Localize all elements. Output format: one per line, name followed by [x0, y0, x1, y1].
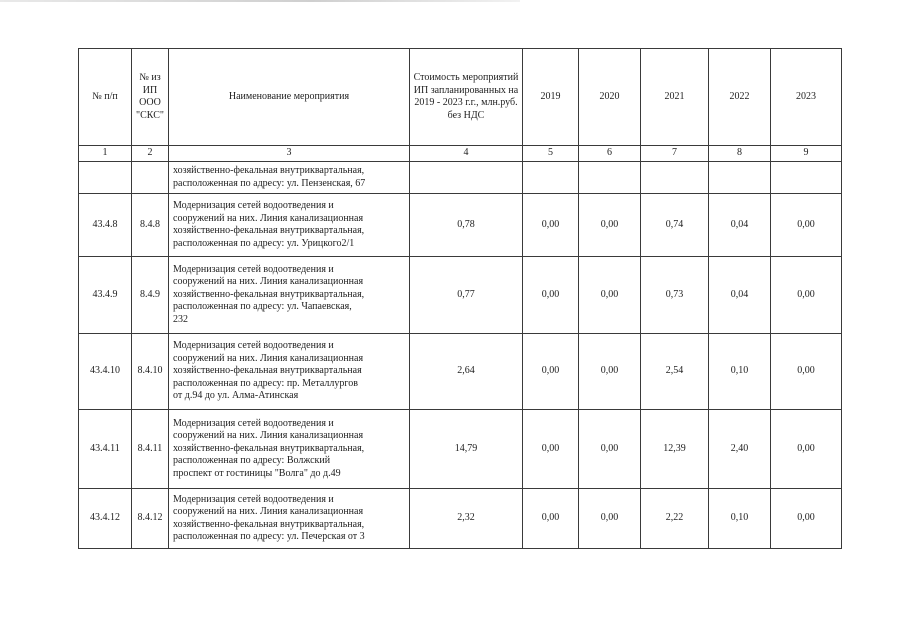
- scan-edge-line: [0, 0, 520, 2]
- year-2019-cell: 0,00: [523, 489, 579, 549]
- year-2019-cell: 0,00: [523, 194, 579, 257]
- year-2023-cell: 0,00: [771, 410, 842, 489]
- activity-name-cell: [169, 334, 410, 410]
- row-number-cell: 43.4.9: [79, 257, 132, 334]
- year-2020-cell: 0,00: [579, 489, 641, 549]
- activity-line: Модернизация сетей водоотведения и: [173, 263, 334, 275]
- year-2021-cell: 2,54: [641, 334, 709, 410]
- activity-line: расположенная по адресу: ул. Печерская от 3: [173, 531, 365, 542]
- year-2019-cell: 0,00: [523, 410, 579, 489]
- activity-line: расположенная по адресу: ул. Чапаевская,: [173, 301, 352, 313]
- column-number: 6: [579, 146, 641, 162]
- column-number: 3: [169, 146, 410, 162]
- column-number: 8: [709, 146, 771, 162]
- year-2019-cell: 0,00: [523, 334, 579, 410]
- cost-cell: 2,64: [410, 334, 523, 410]
- year-2022-cell: [709, 162, 771, 194]
- activity-line: от д.94 до ул. Алма-Атинская: [173, 390, 299, 402]
- ip-number-cell: 8.4.11: [132, 410, 169, 489]
- header-year-2023: 2023: [771, 49, 842, 146]
- row-number-cell: 43.4.11: [79, 410, 132, 489]
- column-number: 1: [79, 146, 132, 162]
- column-number-row: [79, 146, 842, 162]
- activity-line: Модернизация сетей водоотведения и: [173, 340, 334, 352]
- activity-line: расположенная по адресу: Волжский: [173, 455, 331, 467]
- year-2020-cell: 0,00: [579, 410, 641, 489]
- year-2022-cell: 0,10: [709, 489, 771, 549]
- column-number: 7: [641, 146, 709, 162]
- activity-line: хозяйственно-фекальная внутриквартальная,: [173, 225, 365, 236]
- activity-line: сооружений на них. Линия канализационная: [173, 212, 364, 224]
- cost-cell: 14,79: [410, 410, 523, 489]
- year-2020-cell: [579, 162, 641, 194]
- table-row: [79, 257, 842, 334]
- year-2023-cell: 0,00: [771, 194, 842, 257]
- year-2021-cell: 12,39: [641, 410, 709, 489]
- year-2022-cell: 2,40: [709, 410, 771, 489]
- ip-number-cell: 8.4.8: [132, 194, 169, 257]
- activity-name-cell: [169, 257, 410, 334]
- year-2019-cell: 0,00: [523, 257, 579, 334]
- activity-name-cell: [169, 162, 410, 194]
- column-number: 2: [132, 146, 169, 162]
- year-2019-cell: [523, 162, 579, 194]
- activity-line: Модернизация сетей водоотведения и: [173, 200, 334, 211]
- activity-line: сооружений на них. Линия канализационная: [173, 430, 364, 442]
- ip-number-cell: 8.4.12: [132, 489, 169, 549]
- cost-cell: 0,77: [410, 257, 523, 334]
- year-2021-cell: 0,73: [641, 257, 709, 334]
- header-cost: Стоимость мероприятий ИП запланированных на 2019 - 2023 г.г., млн.руб. без НДС: [410, 49, 523, 146]
- table-row: [79, 194, 842, 257]
- column-number: 4: [410, 146, 523, 162]
- year-2021-cell: 0,74: [641, 194, 709, 257]
- activity-line: хозяйственно-фекальная внутриквартальная,: [173, 288, 365, 300]
- table-row: [79, 334, 842, 410]
- activity-line: сооружений на них. Линия канализационная: [173, 352, 364, 364]
- activity-line: хозяйственно-фекальная внутриквартальная,: [173, 518, 365, 530]
- header-activity-name: Наименование мероприятия: [169, 49, 410, 146]
- header-year-2022: 2022: [709, 49, 771, 146]
- ip-number-cell: 8.4.9: [132, 257, 169, 334]
- row-number-cell: 43.4.10: [79, 334, 132, 410]
- activity-line: расположенная по адресу: ул. Урицкого2/1: [173, 237, 355, 249]
- cost-cell: 0,78: [410, 194, 523, 257]
- row-number-cell: 43.4.8: [79, 194, 132, 257]
- year-2021-cell: 2,22: [641, 489, 709, 549]
- activity-line: расположенная по адресу: пр. Металлургов: [173, 377, 358, 389]
- activity-line: проспект от гостиницы "Волга" до д.49: [173, 467, 341, 479]
- year-2022-cell: 0,04: [709, 194, 771, 257]
- header-ip-number: № из ИП ООО "СКС": [132, 49, 169, 146]
- year-2022-cell: 0,04: [709, 257, 771, 334]
- year-2023-cell: 0,00: [771, 489, 842, 549]
- activity-line: 232: [173, 313, 188, 325]
- header-year-2019: 2019: [523, 49, 579, 146]
- activity-line: Модернизация сетей водоотведения и: [173, 493, 334, 505]
- activity-name-cell: [169, 489, 410, 549]
- cost-cell: 2,32: [410, 489, 523, 549]
- table-row: [79, 410, 842, 489]
- year-2023-cell: 0,00: [771, 257, 842, 334]
- header-year-2020: 2020: [579, 49, 641, 146]
- investment-program-table: [78, 48, 842, 549]
- activity-line: хозяйственно-фекальная внутриквартальная,: [173, 165, 365, 176]
- year-2022-cell: 0,10: [709, 334, 771, 410]
- year-2020-cell: 0,00: [579, 257, 641, 334]
- year-2021-cell: [641, 162, 709, 194]
- activity-name-cell: [169, 410, 410, 489]
- activity-name-cell: [169, 194, 410, 257]
- row-number-cell: [79, 162, 132, 194]
- activity-line: хозяйственно-фекальная внутриквартальная: [173, 365, 362, 377]
- header-year-2021: 2021: [641, 49, 709, 146]
- activity-line: сооружений на них. Линия канализационная: [173, 506, 364, 517]
- table-row: [79, 489, 842, 549]
- year-2020-cell: 0,00: [579, 334, 641, 410]
- year-2023-cell: [771, 162, 842, 194]
- year-2023-cell: 0,00: [771, 334, 842, 410]
- activity-line: расположенная по адресу: ул. Пензенская, 67: [173, 177, 366, 189]
- activity-line: Модернизация сетей водоотведения и: [173, 417, 334, 429]
- column-number: 5: [523, 146, 579, 162]
- header-row: [79, 49, 842, 146]
- column-number: 9: [771, 146, 842, 162]
- ip-number-cell: [132, 162, 169, 194]
- year-2020-cell: 0,00: [579, 194, 641, 257]
- continuation-row: [79, 162, 842, 194]
- activity-line: хозяйственно-фекальная внутриквартальная,: [173, 442, 365, 454]
- activity-line: сооружений на них. Линия канализационная: [173, 276, 364, 288]
- header-row-number: № п/п: [79, 49, 132, 146]
- ip-number-cell: 8.4.10: [132, 334, 169, 410]
- cost-cell: [410, 162, 523, 194]
- row-number-cell: 43.4.12: [79, 489, 132, 549]
